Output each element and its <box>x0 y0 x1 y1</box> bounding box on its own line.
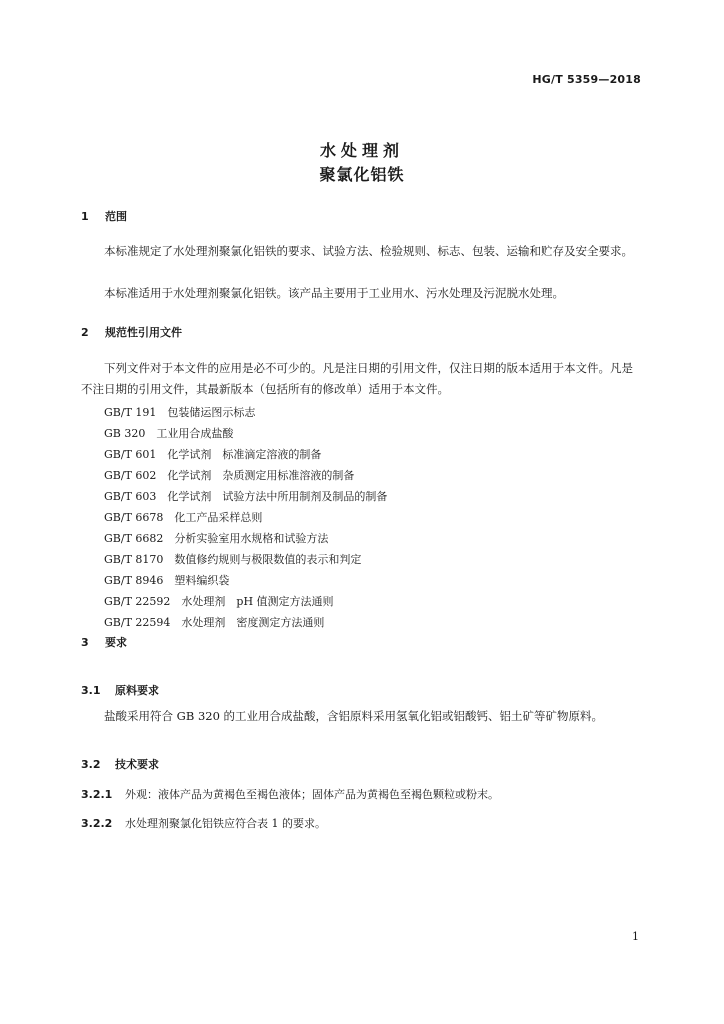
section-3-1-heading <box>81 682 159 698</box>
section-title: 范围 <box>105 210 127 223</box>
reference-item: GB/T 6682 分析实验室用水规格和试验方法 <box>104 532 329 545</box>
section-3-2-1 <box>81 786 499 802</box>
reference-item: GB/T 22592 水处理剂 pH 值测定方法通则 <box>104 595 334 608</box>
section-3-heading <box>81 634 127 650</box>
reference-item: GB/T 191 包装储运图示标志 <box>104 406 256 419</box>
section-1-heading <box>81 208 127 224</box>
section-number: 2 <box>81 326 89 339</box>
section-title: 技术要求 <box>115 758 159 771</box>
reference-item: GB/T 8170 数值修约规则与极限数值的表示和判定 <box>104 553 362 566</box>
section-number: 3 <box>81 636 89 649</box>
section-title: 要求 <box>105 636 127 649</box>
reference-item: GB 320 工业用合成盐酸 <box>104 427 234 440</box>
section-number: 3.2.2 <box>81 817 113 830</box>
section-number: 3.1 <box>81 684 101 697</box>
section-3-2-heading <box>81 756 159 772</box>
reference-item: GB/T 8946 塑料编织袋 <box>104 574 230 587</box>
section-1-paragraph-1: 本标准规定了水处理剂聚氯化铝铁的要求、试验方法、检验规则、标志、包装、运输和贮存及安全要求。 <box>104 244 633 258</box>
section-2-paragraph-1: 下列文件对于本文件的应用是必不可少的。凡是注日期的引用文件，仅注日期的版本适用于本文件。凡是不注日期的引用文件，其最新版本（包括所有的修改单）适用于本文件。 <box>81 361 633 396</box>
section-text: 水处理剂聚氯化铝铁应符合表 1 的要求。 <box>125 817 326 830</box>
section-3-1-paragraph: 盐酸采用符合 GB 320 的工业用合成盐酸，含铝原料采用氢氧化铝或铝酸钙、铝土矿等矿物原料。 <box>104 709 604 723</box>
document-title-line1: 水处理剂 <box>319 141 404 160</box>
section-number: 1 <box>81 210 89 223</box>
section-1-paragraph-2: 本标准适用于水处理剂聚氯化铝铁。该产品主要用于工业用水、污水处理及污泥脱水处理。 <box>104 286 564 300</box>
reference-item: GB/T 601 化学试剂 标准滴定溶液的制备 <box>104 448 322 461</box>
document-title-line2: 聚氯化铝铁 <box>319 165 405 184</box>
section-number: 3.2.1 <box>81 788 113 801</box>
section-3-2-2 <box>81 815 326 831</box>
section-2-heading <box>81 324 182 340</box>
reference-item: GB/T 602 化学试剂 杂质测定用标准溶液的制备 <box>104 469 355 482</box>
reference-item: GB/T 6678 化工产品采样总则 <box>104 511 263 524</box>
section-text: 外观：液体产品为黄褐色至褐色液体；固体产品为黄褐色至褐色颗粒或粉末。 <box>125 788 499 801</box>
standard-code: HG/T 5359—2018 <box>532 73 641 86</box>
section-title: 规范性引用文件 <box>105 326 182 339</box>
reference-item: GB/T 22594 水处理剂 密度测定方法通则 <box>104 616 325 629</box>
page-number: 1 <box>632 930 639 943</box>
section-title: 原料要求 <box>115 684 159 697</box>
reference-item: GB/T 603 化学试剂 试验方法中所用制剂及制品的制备 <box>104 490 388 503</box>
section-number: 3.2 <box>81 758 101 771</box>
